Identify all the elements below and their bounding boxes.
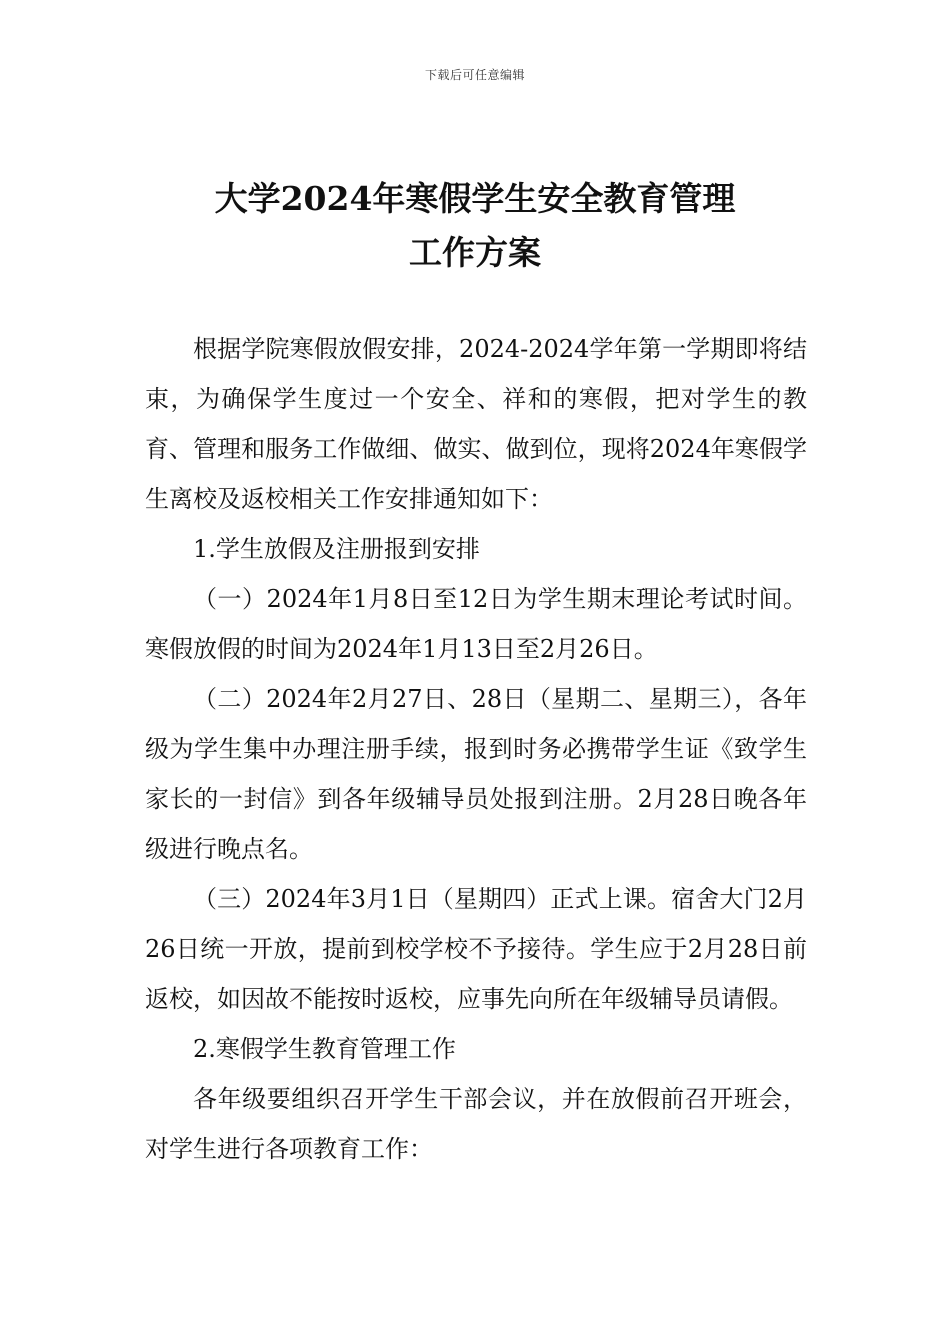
paragraph-meeting: 各年级要组织召开学生干部会议，并在放假前召开班会，对学生进行各项教育工作： — [145, 1085, 807, 1163]
paragraph-item-3: （三）2024年3月1日（星期四）正式上课。宿舍大门2月26日统一开放，提前到校学校不予接待。学生应于2月28日前返校，如因故不能按时返校，应事先向所在年级辅导员请假。 — [145, 885, 807, 1013]
title-line-1: 大学2024年寒假学生安全教育管理 — [214, 179, 736, 218]
section-heading-1: 1.学生放假及注册报到安排 — [193, 535, 480, 563]
paragraph-item-1: （一）2024年1月8日至12日为学生期末理论考试时间。寒假放假的时间为2024年1月13日至2月26日。 — [145, 585, 807, 663]
title-line-2: 工作方案 — [409, 233, 541, 272]
document-body — [145, 324, 807, 1174]
page-header-note: 下载后可任意编辑 — [424, 68, 525, 82]
document-title — [0, 172, 950, 280]
paragraph-item-2: （二）2024年2月27日、28日（星期二、星期三），各年级为学生集中办理注册手续，报到时务必携带学生证《致学生家长的一封信》到各年级辅导员处报到注册。2月28日晚各年级进行晚点名。 — [145, 685, 807, 863]
intro-paragraph: 根据学院寒假放假安排，2024-2024学年第一学期即将结束，为确保学生度过一个安全、祥和的寒假，把对学生的教育、管理和服务工作做细、做实、做到位，现将2024年寒假学生离校及返校相关工作安排通知如下： — [145, 335, 807, 513]
section-heading-2: 2.寒假学生教育管理工作 — [193, 1035, 456, 1063]
